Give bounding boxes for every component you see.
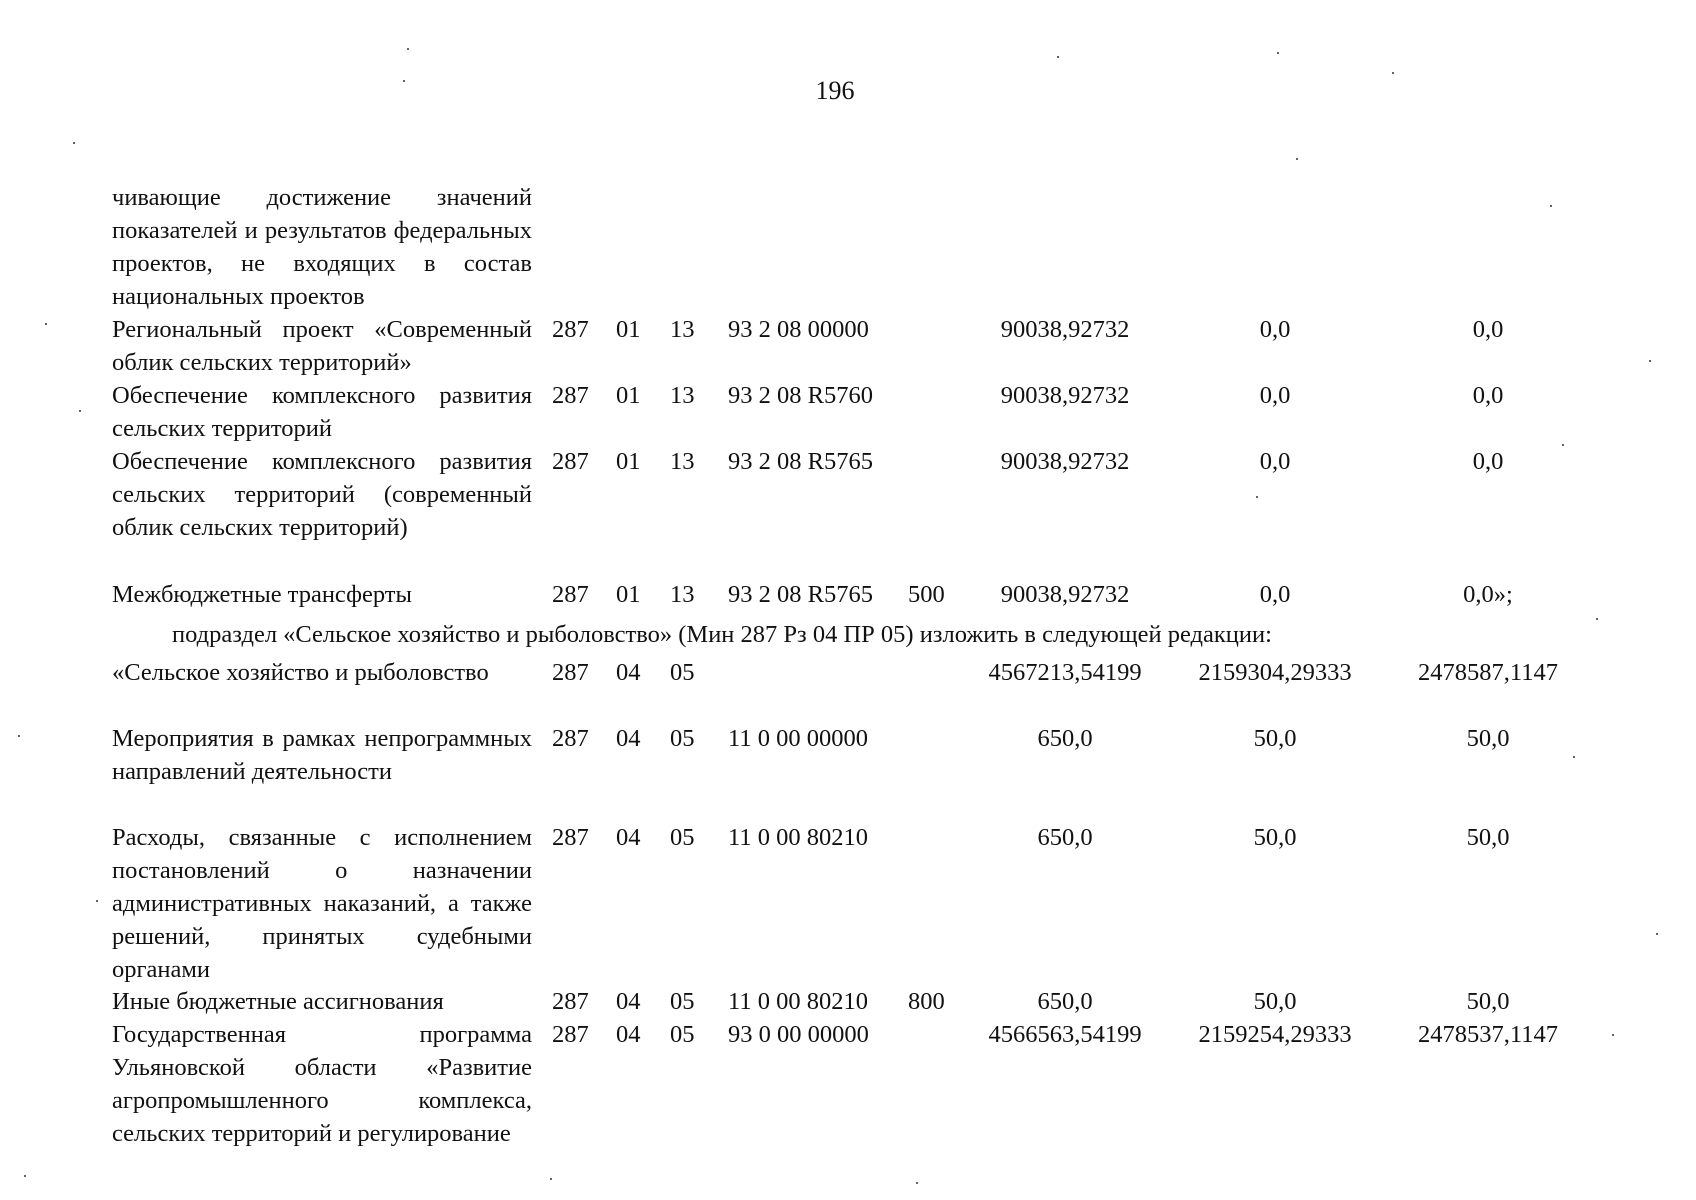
- scan-speck: [407, 48, 409, 50]
- scan-speck: [1612, 1034, 1614, 1036]
- cell-pr: 13: [670, 581, 695, 608]
- cell-sum-1: 4567213,54199: [988, 659, 1142, 686]
- cell-rz: 04: [616, 988, 641, 1015]
- cell-sum-3: 50,0: [1466, 725, 1510, 752]
- row-description: Обеспечение комплексного развития сельских территорий (современный облик сельских территорий): [112, 448, 532, 541]
- row-description: Межбюджетные трансферты: [112, 581, 412, 608]
- row-description: Государственная программа Ульяновской области «Развитие агропромышленного комплекса, сельских территорий и регулирование: [112, 1021, 532, 1147]
- cell-sum-1: 650,0: [1037, 988, 1093, 1015]
- cell-min: 287: [552, 988, 589, 1015]
- scan-speck: [1296, 158, 1298, 160]
- cell-sum-2: 0,0: [1259, 581, 1291, 608]
- row-description: Расходы, связанные с исполнением постановлений о назначении административных наказаний, а также решений, принятых судебными органами: [112, 824, 532, 983]
- cell-sum-1: 650,0: [1037, 824, 1093, 851]
- cell-min: 287: [552, 725, 589, 752]
- scan-speck: [550, 1178, 552, 1180]
- cell-sum-2: 2159304,29333: [1198, 659, 1352, 686]
- page-number: 196: [815, 76, 855, 105]
- scan-speck: [96, 900, 98, 902]
- cell-rz: 04: [616, 725, 641, 752]
- cell-rz: 01: [616, 448, 641, 475]
- cell-sum-3: 0,0: [1472, 316, 1504, 343]
- cell-csr: 93 0 00 00000: [728, 1021, 869, 1048]
- cell-sum-2: 50,0: [1253, 824, 1297, 851]
- cell-rz: 01: [616, 316, 641, 343]
- row-description: Мероприятия в рамках непрограммных направлений деятельности: [112, 725, 532, 785]
- scan-speck: [1596, 618, 1598, 620]
- cell-sum-2: 50,0: [1253, 725, 1297, 752]
- cell-csr: 93 2 08 R5765: [728, 448, 873, 475]
- cell-min: 287: [552, 824, 589, 851]
- scan-speck: [1277, 52, 1279, 54]
- cell-sum-1: 90038,92732: [1000, 316, 1130, 343]
- cell-csr: 93 2 08 R5760: [728, 382, 873, 409]
- cell-pr: 13: [670, 382, 695, 409]
- cell-sum-2: 0,0: [1259, 448, 1291, 475]
- scan-speck: [73, 142, 75, 144]
- cell-sum-1: 650,0: [1037, 725, 1093, 752]
- scan-speck: [1562, 444, 1564, 446]
- scan-speck: [1656, 933, 1658, 935]
- cell-sum-2: 2159254,29333: [1198, 1021, 1352, 1048]
- scan-speck: [79, 410, 81, 412]
- cell-csr: 11 0 00 80210: [728, 824, 868, 851]
- cell-min: 287: [552, 659, 589, 686]
- cell-csr: 11 0 00 00000: [728, 725, 868, 752]
- cell-csr: 93 2 08 00000: [728, 316, 869, 343]
- cell-sum-3: 2478587,1147: [1418, 659, 1558, 686]
- cell-sum-3: 0,0»;: [1463, 581, 1513, 608]
- scan-speck: [1573, 756, 1575, 758]
- cell-sum-3: 50,0: [1466, 824, 1510, 851]
- cell-sum-1: 4566563,54199: [988, 1021, 1142, 1048]
- row-description: чивающие достижение значений показателей и результатов федеральных проектов, не входящих в состав национальных проектов: [112, 184, 532, 310]
- instruction-text: подраздел «Сельское хозяйство и рыболовство» (Мин 287 Рз 04 ПР 05) изложить в следующей редакции:: [172, 621, 1272, 648]
- cell-min: 287: [552, 448, 589, 475]
- cell-vr: 800: [908, 988, 945, 1015]
- cell-vr: 500: [908, 581, 945, 608]
- scan-speck: [1057, 56, 1059, 58]
- scan-speck: [24, 1175, 26, 1177]
- cell-rz: 01: [616, 382, 641, 409]
- cell-sum-2: 0,0: [1259, 382, 1291, 409]
- scan-speck: [1256, 496, 1258, 498]
- cell-pr: 13: [670, 316, 695, 343]
- scan-speck: [45, 323, 47, 325]
- cell-rz: 04: [616, 659, 641, 686]
- cell-pr: 05: [670, 824, 695, 851]
- cell-min: 287: [552, 382, 589, 409]
- cell-sum-3: 2478537,1147: [1418, 1021, 1558, 1048]
- cell-min: 287: [552, 316, 589, 343]
- cell-pr: 05: [670, 725, 695, 752]
- row-description: Региональный проект «Современный облик сельских территорий»: [112, 316, 532, 376]
- scan-speck: [403, 80, 405, 82]
- scan-speck: [18, 735, 20, 737]
- scan-speck: [916, 1182, 918, 1184]
- cell-pr: 13: [670, 448, 695, 475]
- cell-csr: 11 0 00 80210: [728, 988, 868, 1015]
- scan-speck: [1649, 360, 1651, 362]
- scan-speck: [1550, 205, 1552, 207]
- cell-pr: 05: [670, 1021, 695, 1048]
- row-description: Иные бюджетные ассигнования: [112, 988, 444, 1015]
- row-description: «Сельское хозяйство и рыболовство: [112, 659, 489, 686]
- scan-speck: [1392, 72, 1394, 74]
- cell-sum-1: 90038,92732: [1000, 581, 1130, 608]
- cell-sum-1: 90038,92732: [1000, 382, 1130, 409]
- cell-pr: 05: [670, 659, 695, 686]
- cell-sum-2: 0,0: [1259, 316, 1291, 343]
- row-description: Обеспечение комплексного развития сельских территорий: [112, 382, 532, 442]
- cell-pr: 05: [670, 988, 695, 1015]
- cell-csr: 93 2 08 R5765: [728, 581, 873, 608]
- cell-rz: 04: [616, 1021, 641, 1048]
- cell-sum-1: 90038,92732: [1000, 448, 1130, 475]
- cell-sum-3: 50,0: [1466, 988, 1510, 1015]
- cell-rz: 01: [616, 581, 641, 608]
- cell-sum-3: 0,0: [1472, 382, 1504, 409]
- cell-sum-2: 50,0: [1253, 988, 1297, 1015]
- cell-min: 287: [552, 581, 589, 608]
- cell-min: 287: [552, 1021, 589, 1048]
- cell-rz: 04: [616, 824, 641, 851]
- cell-sum-3: 0,0: [1472, 448, 1504, 475]
